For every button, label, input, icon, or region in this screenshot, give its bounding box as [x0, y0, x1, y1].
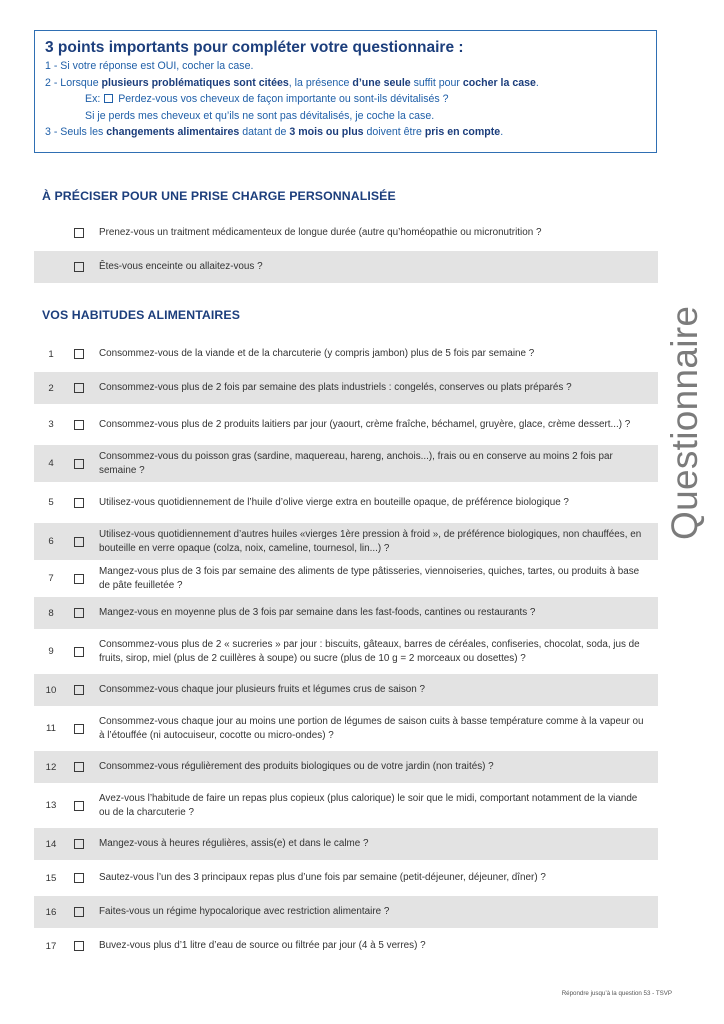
checkbox-icon[interactable]: [74, 537, 84, 547]
question-number: 3: [48, 419, 54, 430]
checkbox-icon[interactable]: [74, 873, 84, 883]
question-row[interactable]: [34, 562, 658, 595]
question-number: 5: [48, 497, 54, 508]
checkbox-icon[interactable]: [74, 762, 84, 772]
checkbox-icon[interactable]: [74, 349, 84, 359]
question-row[interactable]: [34, 484, 658, 521]
question-text: Consommez-vous plus de 2 fois par semaine des plats industriels : congelés, conserves ou plats préparés ?: [99, 382, 572, 394]
question-row[interactable]: [34, 708, 658, 749]
section-title-personalized-care: À PRÉCISER POUR UNE PRISE CHARGE PERSONNALISÉE: [42, 189, 396, 203]
question-row[interactable]: [34, 597, 658, 629]
question-row[interactable]: [34, 674, 658, 706]
question-text: Consommez-vous plus de 2 produits laitiers par jour (yaourt, crème fraîche, béchamel, gruyère, glace, crème dessert...) ?: [99, 418, 631, 430]
question-number: 7: [48, 573, 54, 584]
question-text: Mangez-vous plus de 3 fois par semaine des aliments de type pâtisseries, viennoiseries, quiches, tartes, ou produits à base de pâte feuilletée ?: [99, 566, 640, 591]
question-row[interactable]: [34, 251, 658, 283]
question-text: Consommez-vous chaque jour au moins une portion de légumes de saison cuits à basse température comme à la vapeur ou à l’étouffée (ni autocuiseur, cocotte ou micro-ondes) ?: [99, 716, 644, 741]
question-row[interactable]: [34, 785, 658, 826]
question-text: Consommez-vous de la viande et de la charcuterie (y compris jambon) plus de 5 fois par semaine ?: [99, 348, 535, 360]
question-number: 4: [48, 458, 54, 469]
question-row[interactable]: [34, 523, 658, 560]
checkbox-icon[interactable]: [74, 228, 84, 238]
checkbox-icon[interactable]: [74, 420, 84, 430]
question-text: Faites-vous un régime hypocalorique avec restriction alimentaire ?: [99, 906, 390, 918]
footer-note: Répondre jusqu’à la question 53 - TSVP: [561, 990, 672, 997]
checkbox-icon[interactable]: [74, 685, 84, 695]
question-text: Consommez-vous régulièrement des produits biologiques ou de votre jardin (non traités) ?: [99, 761, 494, 773]
question-number: 1: [48, 348, 54, 360]
instruction-example: Ex: Perdez-vous vos cheveux de façon importante ou sont-ils dévitalisés ?: [85, 93, 449, 106]
question-number: 9: [48, 646, 54, 657]
question-row[interactable]: [34, 372, 658, 404]
instruction-3: 3 - Seuls les changements alimentaires datant de 3 mois ou plus doivent être pris en compte.: [45, 126, 504, 139]
checkbox-icon[interactable]: [74, 801, 84, 811]
instruction-1: 1 - Si votre réponse est OUI, cocher la case.: [45, 60, 254, 72]
question-text: Mangez-vous à heures régulières, assis(e) et dans le calme ?: [99, 838, 369, 850]
question-row[interactable]: [34, 828, 658, 860]
instructions-title: 3 points importants pour compléter votre questionnaire :: [45, 39, 464, 56]
checkbox-icon[interactable]: [74, 459, 84, 469]
question-text: Sautez-vous l’un des 3 principaux repas plus d’une fois par semaine (petit-déjeuner, déjeuner, dîner) ?: [99, 872, 546, 884]
question-number: 8: [48, 607, 54, 619]
checkbox-icon: [104, 94, 113, 103]
question-number: 17: [45, 940, 57, 952]
checkbox-icon[interactable]: [74, 724, 84, 734]
question-number: 12: [45, 761, 57, 773]
question-text: Consommez-vous du poisson gras (sardine, maquereau, hareng, anchois...), frais ou en conserve au moins 2 fois par semaine ?: [99, 451, 613, 476]
question-number: 6: [48, 536, 54, 547]
question-text: Consommez-vous plus de 2 « sucreries » par jour : biscuits, gâteaux, barres de céréales, confiseries, chocolat, soda, jus de fruits, sirop, miel (plus de 2 cuillères à soupe) ou sucre (plus de 10 g = 2 morceaux ou dosettes) ?: [99, 639, 640, 664]
question-text: Avez-vous l’habitude de faire un repas plus copieux (plus calorique) le soir que le midi, comportant notamment de la viande ou de la charcuterie ?: [99, 793, 638, 818]
question-number: 15: [45, 872, 57, 884]
question-row[interactable]: [34, 406, 658, 443]
checkbox-icon[interactable]: [74, 907, 84, 917]
question-row[interactable]: [34, 217, 658, 249]
question-row[interactable]: [34, 751, 658, 783]
question-number: 10: [45, 684, 57, 696]
question-row[interactable]: [34, 445, 658, 482]
side-title: Questionnaire: [664, 305, 705, 540]
section-title-eating-habits: VOS HABITUDES ALIMENTAIRES: [42, 308, 240, 322]
question-row[interactable]: [34, 896, 658, 928]
checkbox-icon[interactable]: [74, 608, 84, 618]
question-text: Consommez-vous chaque jour plusieurs fruits et légumes crus de saison ?: [99, 684, 426, 696]
question-text: Êtes-vous enceinte ou allaitez-vous ?: [99, 261, 263, 273]
question-text: Buvez-vous plus d’1 litre d’eau de source ou filtrée par jour (4 à 5 verres) ?: [99, 940, 426, 952]
instruction-example-2: Si je perds mes cheveux et qu’ils ne sont pas dévitalisés, je coche la case.: [85, 109, 435, 122]
question-number: 13: [45, 800, 57, 811]
checkbox-icon[interactable]: [74, 647, 84, 657]
checkbox-icon[interactable]: [74, 262, 84, 272]
checkbox-icon[interactable]: [74, 941, 84, 951]
checkbox-icon[interactable]: [74, 498, 84, 508]
instructions-box: [34, 30, 657, 153]
checkbox-icon[interactable]: [74, 574, 84, 584]
question-number: 16: [45, 906, 57, 918]
question-row[interactable]: [34, 862, 658, 894]
question-text: Utilisez-vous quotidiennement de l’huile d’olive vierge extra en bouteille opaque, de préférence biologique ?: [99, 496, 569, 508]
question-text: Utilisez-vous quotidiennement d’autres huiles «vierges 1ère pression à froid », de préférence biologiques, non chauffées, en bouteille en verre opaque (colza, noix, cameline, tournesol, lin...) ?: [99, 529, 642, 554]
question-number: 11: [46, 723, 56, 734]
question-number: 14: [45, 838, 57, 850]
checkbox-icon[interactable]: [74, 383, 84, 393]
instruction-2: 2 - Lorsque plusieurs problématiques sont citées, la présence d’une seule suffit pour cocher la case.: [45, 76, 539, 89]
question-row[interactable]: [34, 338, 658, 370]
question-number: 2: [48, 382, 54, 394]
question-row[interactable]: [34, 631, 658, 672]
question-text: Mangez-vous en moyenne plus de 3 fois par semaine dans les fast-foods, cantines ou restaurants ?: [99, 607, 536, 619]
checkbox-icon[interactable]: [74, 839, 84, 849]
question-text: Prenez-vous un traitment médicamenteux de longue durée (autre qu’homéopathie ou micronutrition ?: [99, 227, 542, 239]
question-row[interactable]: [34, 930, 658, 962]
